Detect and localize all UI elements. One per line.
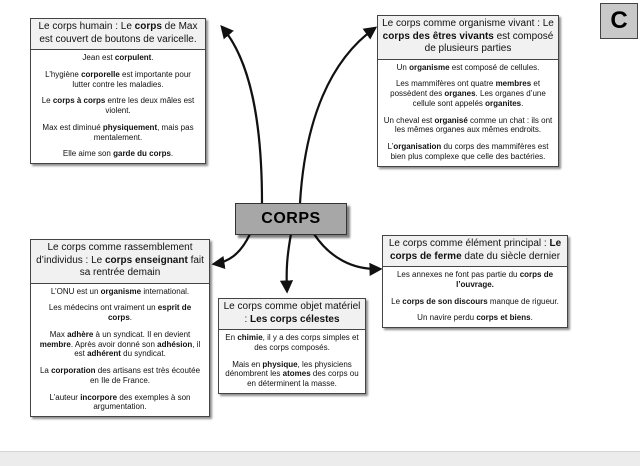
section-badge: C bbox=[600, 3, 638, 39]
example-text-run: est composé de cellules. bbox=[449, 62, 540, 72]
title-text-run: Le corps comme objet matériel : bbox=[223, 301, 361, 325]
example-text-run: Jean est bbox=[82, 53, 115, 62]
arrow-to-rassemblement bbox=[214, 234, 250, 264]
example-text-run: L’auteur bbox=[49, 392, 81, 402]
example-sentence bbox=[36, 96, 200, 116]
example-text-run: entre les deux mâles est violent. bbox=[105, 96, 195, 115]
title-text-run: est composé de plusieurs parties bbox=[424, 30, 554, 54]
example-sentence bbox=[36, 393, 204, 413]
example-text-run: . bbox=[530, 313, 533, 323]
box-organisme-vivant-title bbox=[378, 16, 558, 60]
example-text-run: incorpore bbox=[80, 392, 118, 402]
example-sentence bbox=[383, 79, 553, 108]
example-text-run: Un navire perdu bbox=[417, 313, 477, 323]
box-organisme-vivant bbox=[377, 15, 559, 167]
example-text-run: Mais en bbox=[232, 359, 263, 369]
example-text-run: Un cheval est bbox=[383, 115, 435, 125]
example-sentence bbox=[388, 313, 562, 323]
example-text-run: des artisans est très écoutée en Ile de France. bbox=[89, 366, 201, 385]
title-text-run: fait sa rentrée demain bbox=[79, 254, 204, 278]
example-sentence bbox=[383, 142, 553, 162]
box-corps-humain bbox=[30, 18, 206, 164]
title-text-run: Les corps célestes bbox=[250, 313, 340, 325]
central-concept: CORPS bbox=[235, 203, 347, 235]
title-text-run: corps des êtres vivants bbox=[382, 30, 494, 42]
example-text-run: du corps des mammifères est bien plus complexe que celle des bactéries. bbox=[390, 142, 549, 161]
example-text-run: , les physiciens dénombrent les bbox=[225, 359, 352, 379]
example-text-run: . bbox=[521, 98, 524, 108]
box-corps-humain-examples bbox=[31, 50, 205, 163]
example-sentence bbox=[36, 287, 204, 297]
box-element-principal bbox=[382, 235, 568, 328]
example-text-run: et possèdent des bbox=[390, 79, 541, 98]
example-text-run: . Après avoir donné son bbox=[70, 339, 158, 349]
example-text-run: physiquement bbox=[102, 122, 158, 132]
example-text-run: manque de rigueur. bbox=[487, 296, 559, 306]
title-text-run: de Max est couvert de boutons de varicelle. bbox=[39, 21, 198, 45]
example-text-run: Elle aime son bbox=[62, 149, 114, 159]
example-text-run: corporation bbox=[51, 366, 96, 375]
example-text-run: . bbox=[170, 149, 174, 159]
example-text-run: corporelle bbox=[81, 69, 120, 79]
example-text-run: . Les organes d’une cellule sont appelés bbox=[412, 89, 546, 108]
example-text-run: corps de son discours bbox=[402, 296, 488, 306]
example-text-run: est importante pour lutter contre les maladies. bbox=[72, 69, 191, 89]
example-text-run: L’ bbox=[387, 142, 394, 151]
example-text-run: organites bbox=[485, 98, 522, 108]
example-text-run: Max bbox=[49, 329, 68, 339]
example-text-run: corps de l’ouvrage. bbox=[456, 270, 554, 289]
example-text-run: international. bbox=[141, 286, 190, 296]
example-text-run: comme un chat : ils ont les mêmes organes aux mêmes endroits. bbox=[394, 115, 553, 135]
example-text-run: des exemples à son argumentation. bbox=[93, 392, 191, 412]
example-text-run: . bbox=[151, 53, 154, 62]
example-sentence bbox=[388, 270, 562, 290]
example-text-run: Max est diminué bbox=[42, 122, 103, 132]
example-text-run: En bbox=[225, 333, 238, 342]
example-text-run: organisé bbox=[434, 115, 468, 125]
title-text-run: corps bbox=[134, 21, 162, 32]
box-rassemblement bbox=[30, 239, 210, 417]
example-sentence bbox=[36, 366, 204, 386]
example-sentence bbox=[224, 333, 360, 353]
example-text-run: corps et biens bbox=[476, 313, 531, 323]
example-text-run: organisation bbox=[393, 142, 442, 151]
example-text-run: adhérent bbox=[87, 349, 121, 359]
title-text-run: Le corps humain : Le bbox=[38, 21, 135, 32]
example-text-run: La bbox=[39, 366, 52, 375]
title-text-run: Le corps de ferme bbox=[389, 238, 562, 262]
example-sentence bbox=[388, 297, 562, 307]
example-text-run: Le bbox=[41, 96, 53, 106]
example-text-run: des corps ou en déterminent la masse. bbox=[247, 369, 359, 388]
example-text-run: organes bbox=[444, 89, 476, 98]
example-text-run: , il est bbox=[74, 339, 201, 359]
example-text-run: , mais pas mentalement. bbox=[93, 122, 194, 142]
box-objet-materiel-title bbox=[219, 299, 365, 330]
example-text-run: organisme bbox=[100, 286, 142, 296]
box-rassemblement-examples bbox=[31, 284, 209, 417]
box-element-principal-title bbox=[383, 236, 567, 267]
example-text-run: atomes bbox=[282, 369, 311, 379]
box-corps-humain-title bbox=[31, 19, 205, 50]
bottom-strip bbox=[0, 451, 640, 466]
example-text-run: chimie bbox=[237, 333, 263, 342]
arrow-to-objet bbox=[287, 234, 291, 291]
example-sentence bbox=[224, 360, 360, 389]
example-text-run: corps à corps bbox=[52, 96, 106, 106]
example-text-run: , il y a des corps simples et des corps composés. bbox=[254, 333, 359, 352]
example-text-run: Les médecins ont vraiment un bbox=[48, 303, 158, 313]
example-text-run: Les annexes ne font pas partie du bbox=[396, 270, 520, 279]
title-text-run: corps enseignant bbox=[105, 254, 188, 266]
example-text-run: Le bbox=[391, 296, 403, 306]
example-text-run: esprit de corps bbox=[107, 303, 192, 322]
example-text-run: L’hygiène bbox=[45, 69, 82, 79]
example-text-run: du syndicat. bbox=[120, 349, 166, 359]
example-sentence bbox=[36, 123, 200, 143]
example-sentence bbox=[36, 303, 204, 323]
example-text-run: adhère bbox=[67, 329, 94, 339]
example-text-run: corpulent bbox=[114, 53, 152, 62]
box-rassemblement-title bbox=[31, 240, 209, 284]
example-text-run: . bbox=[129, 313, 133, 322]
example-sentence bbox=[383, 63, 553, 73]
box-element-principal-examples bbox=[383, 267, 567, 327]
example-sentence bbox=[36, 70, 200, 90]
arrow-to-vivant bbox=[300, 28, 375, 203]
arrow-to-humain bbox=[222, 27, 262, 203]
example-text-run: Les mammifères ont quatre bbox=[395, 79, 496, 89]
example-sentence bbox=[36, 53, 200, 63]
example-sentence bbox=[36, 330, 204, 359]
example-text-run: adhésion bbox=[157, 339, 193, 349]
title-text-run: Le corps comme organisme vivant : Le bbox=[382, 18, 554, 29]
box-objet-materiel-examples bbox=[219, 330, 365, 393]
box-organisme-vivant-examples bbox=[378, 60, 558, 166]
example-text-run: physique bbox=[262, 359, 298, 369]
example-text-run: membre bbox=[39, 339, 71, 349]
example-text-run: à un syndicat. Il en devient bbox=[93, 329, 191, 339]
example-sentence bbox=[36, 149, 200, 159]
title-text-run: date du siècle dernier bbox=[461, 250, 561, 262]
example-text-run: organisme bbox=[409, 62, 450, 72]
example-text-run: Un bbox=[396, 62, 410, 72]
example-text-run: garde du corps bbox=[113, 149, 171, 159]
example-sentence bbox=[383, 116, 553, 136]
title-text-run: Le corps comme rassemblement d’individus : Le bbox=[36, 242, 193, 266]
title-text-run: Le corps comme élément principal : bbox=[388, 238, 550, 249]
box-objet-materiel bbox=[218, 298, 366, 394]
arrow-to-principal bbox=[314, 234, 380, 269]
example-text-run: membres bbox=[495, 79, 532, 89]
example-text-run: L’ONU est un bbox=[50, 286, 101, 296]
